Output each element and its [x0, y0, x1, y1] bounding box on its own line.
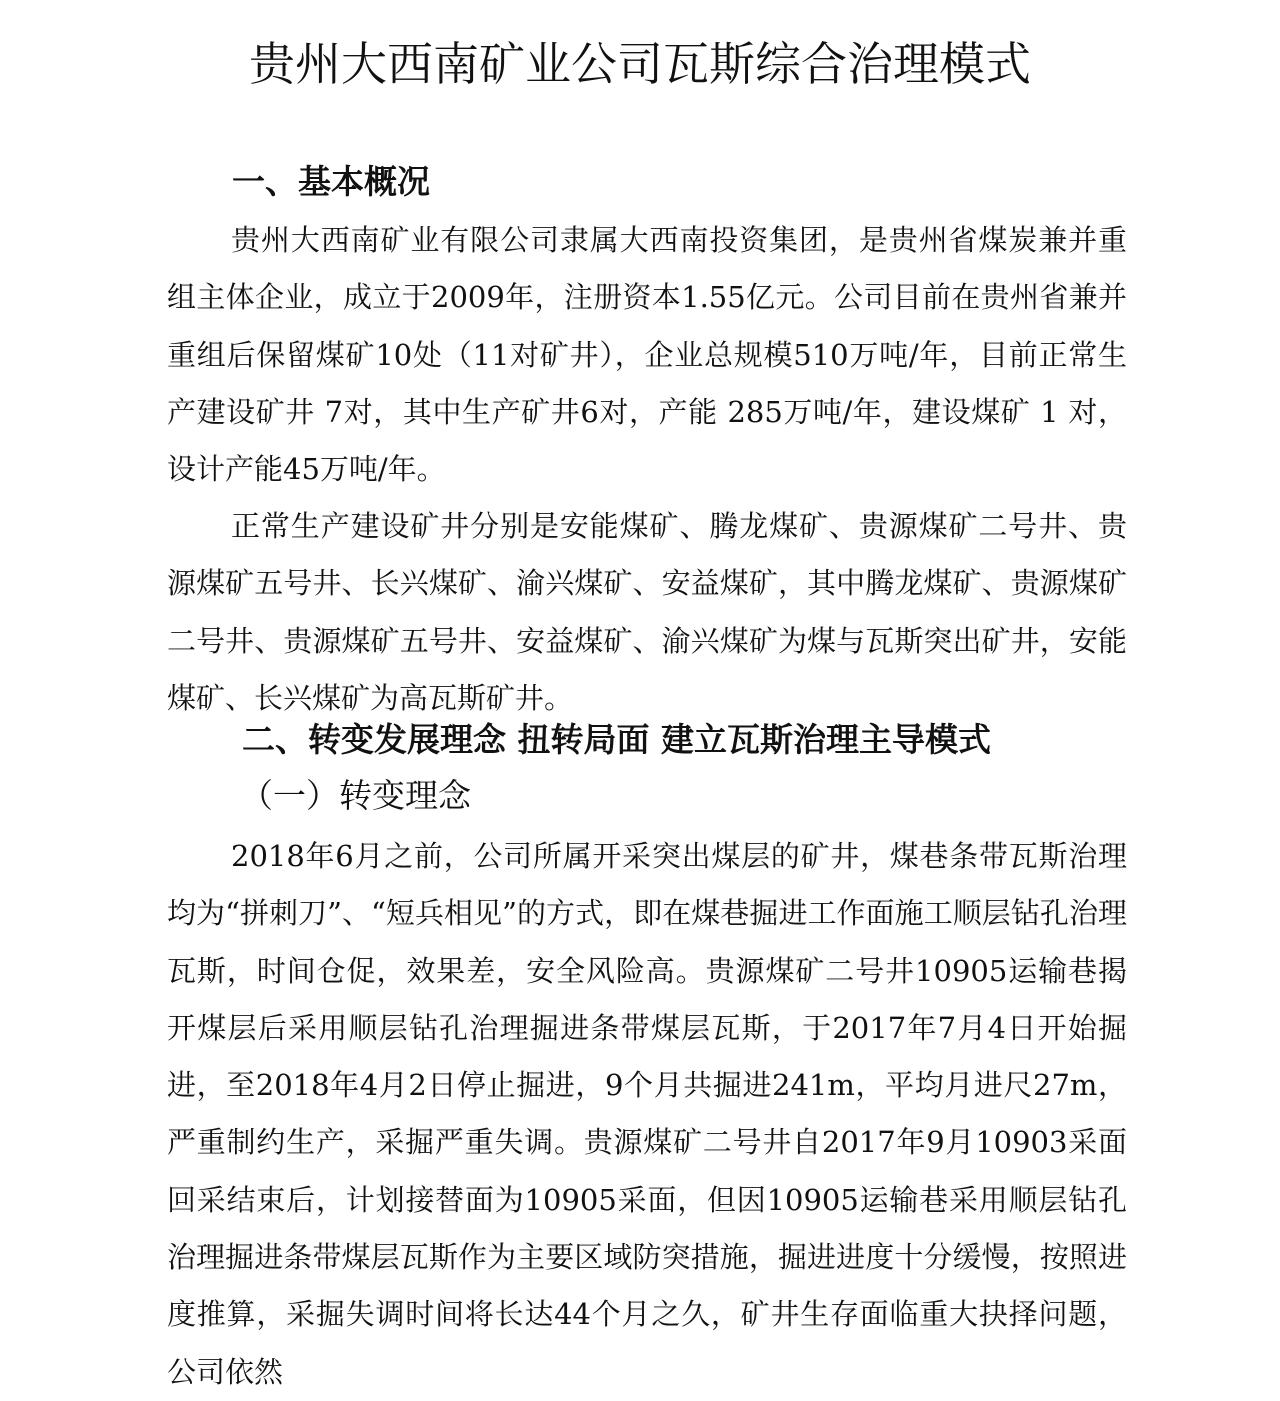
- paragraph: 正常生产建设矿井分别是安能煤矿、腾龙煤矿、贵源煤矿二号井、贵源煤矿五号井、长兴煤矿、渝兴煤矿、安益煤矿，其中腾龙煤矿、贵源煤矿二号井、贵源煤矿五号井、安益煤矿、渝兴煤矿为煤与瓦斯突出矿井，安能煤矿、长兴煤矿为高瓦斯矿井。: [167, 509, 1127, 715]
- section1-paragraph-2-block: [167, 498, 1127, 727]
- paragraph: 2018年6月之前，公司所属开采突出煤层的矿井，煤巷条带瓦斯治理均为“拼刺刀”、“短兵相见”的方式，即在煤巷掘进工作面施工顺层钻孔治理瓦斯，时间仓促，效果差，安全风险高。贵源煤矿二号井10905运输巷揭开煤层后采用顺层钻孔治理掘进条带煤层瓦斯，于2017年7月4日开始掘进，至2018年4月2日停止掘进，9个月共掘进241m，平均月进尺27m，严重制约生产，采掘严重失调。贵源煤矿二号井自2017年9月10903采面回采结束后，计划接替面为10905采面，但因10905运输巷采用顺层钻孔治理掘进条带煤层瓦斯作为主要区域防突措施，掘进进度十分缓慢，按照进度推算，采掘失调时间将长达44个月之久，矿井生存面临重大抉择问题，公司依然: [167, 839, 1127, 1389]
- section-heading-basic-overview: 一、基本概况: [232, 162, 430, 201]
- section1-paragraph-1-block: [167, 212, 1127, 498]
- subsection1-paragraph-block: [167, 828, 1127, 1401]
- document-title: 贵州大西南矿业公司瓦斯综合治理模式: [249, 37, 1031, 91]
- section-heading-gas-governance-model: 二、转变发展理念 扭转局面 建立瓦斯治理主导模式: [242, 720, 991, 759]
- subsection-heading-change-concept: （一）转变理念: [240, 776, 471, 815]
- paragraph: 贵州大西南矿业有限公司隶属大西南投资集团，是贵州省煤炭兼并重组主体企业，成立于2009年，注册资本1.55亿元。公司目前在贵州省兼并重组后保留煤矿10处（11对矿井），企业总规模510万吨/年，目前正常生产建设矿井 7对，其中生产矿井6对，产能 285万吨/年，建设煤矿 1 对，设计产能45万吨/年。: [167, 223, 1127, 487]
